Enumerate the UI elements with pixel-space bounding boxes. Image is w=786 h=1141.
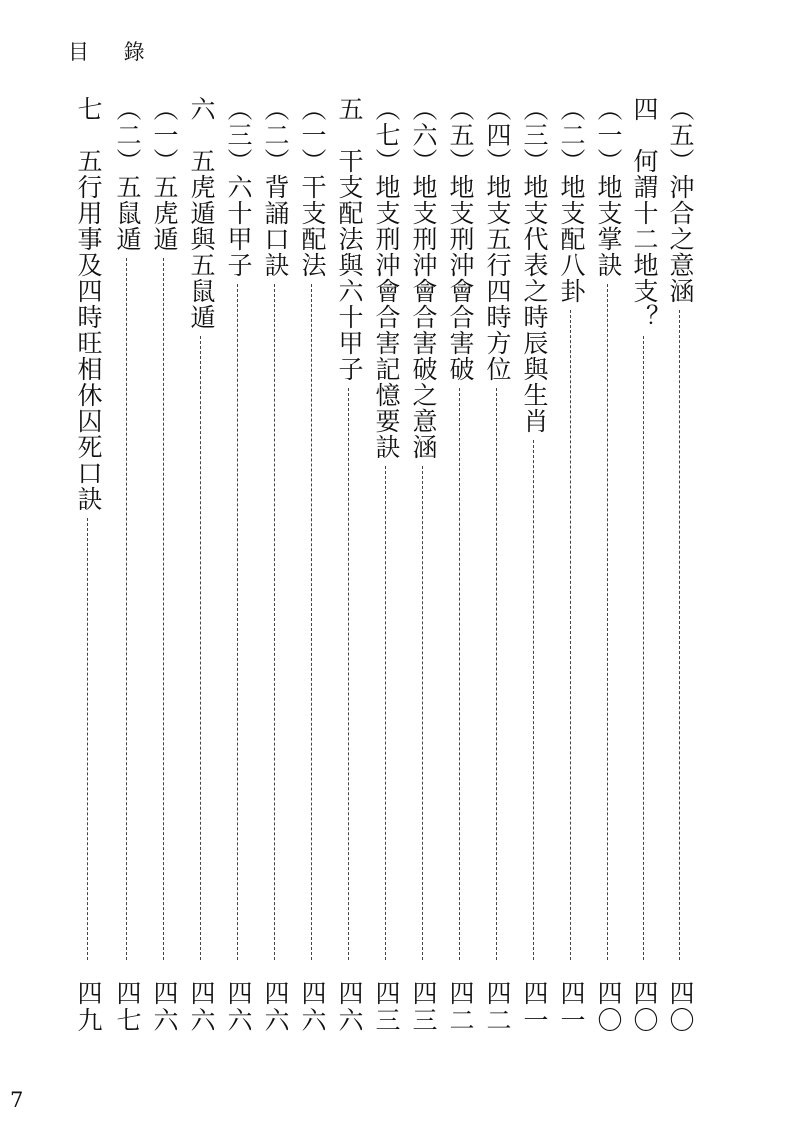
toc-entry-page: 四〇 xyxy=(666,980,695,1034)
toc-entry-page: 四六 xyxy=(224,980,253,1034)
toc-leader xyxy=(570,310,571,960)
toc-entry[interactable] xyxy=(626,96,662,1048)
toc-entry-title: （五）沖合之意涵 xyxy=(666,96,695,304)
toc-entry[interactable] xyxy=(590,96,626,1048)
toc-entry[interactable] xyxy=(183,96,219,1048)
toc-leader xyxy=(422,466,423,960)
toc-entry[interactable] xyxy=(70,96,106,1048)
toc-entry-title: （五）地支刑沖會合害破 xyxy=(446,96,475,382)
toc-leader xyxy=(200,336,201,960)
toc-leader xyxy=(496,388,497,960)
toc-entry-page: 四二 xyxy=(483,980,512,1034)
toc-leader xyxy=(274,284,275,960)
toc-entry[interactable] xyxy=(553,96,589,1048)
toc-entry-title: 四 何謂十二地支？ xyxy=(630,96,659,330)
toc-entry-page: 四〇 xyxy=(594,980,623,1034)
toc-entry-page: 四一 xyxy=(520,980,549,1034)
toc-leader xyxy=(237,284,238,960)
toc-entry-page: 四〇 xyxy=(630,980,659,1034)
toc-entry[interactable] xyxy=(368,96,404,1048)
toc-entry[interactable] xyxy=(257,96,293,1048)
toc-entry-page: 四六 xyxy=(150,980,179,1034)
page-number: 7 xyxy=(10,1088,24,1112)
toc-entry-title: （三）地支代表之時辰與生肖 xyxy=(520,96,549,434)
toc-entry-title: （二）五鼠遁 xyxy=(113,96,142,252)
toc-entry-title: （一）地支掌訣 xyxy=(594,96,623,278)
toc-entry-title: （二）背誦口訣 xyxy=(261,96,290,278)
toc-entry-title: （二）地支配八卦 xyxy=(557,96,586,304)
toc-entry-page: 四二 xyxy=(446,980,475,1034)
toc-entry-page: 四三 xyxy=(409,980,438,1034)
toc-entry-page: 四六 xyxy=(187,980,216,1034)
toc-leader xyxy=(385,466,386,960)
toc-leader xyxy=(87,518,88,960)
toc-entry[interactable] xyxy=(109,96,145,1048)
toc-leader xyxy=(459,388,460,960)
toc-entry-title: （一）五虎遁 xyxy=(150,96,179,252)
toc-entry-title: （六）地支刑沖會合害破之意涵 xyxy=(409,96,438,460)
toc-entry-title: （四）地支五行四時方位 xyxy=(483,96,512,382)
toc-entry-title: （七）地支刑沖會合害記憶要訣 xyxy=(372,96,401,460)
toc-entry[interactable] xyxy=(146,96,182,1048)
toc-heading: 目 錄 xyxy=(68,40,159,64)
toc-leader xyxy=(126,258,127,960)
toc-leader xyxy=(533,440,534,960)
toc-entry[interactable] xyxy=(294,96,330,1048)
toc-entry[interactable] xyxy=(516,96,552,1048)
toc-entry-page: 四三 xyxy=(372,980,401,1034)
toc-entry-title: 六 五虎遁與五鼠遁 xyxy=(187,96,216,330)
toc-entry-page: 四九 xyxy=(74,980,103,1034)
toc-leader xyxy=(643,336,644,960)
toc-entry[interactable] xyxy=(405,96,441,1048)
toc-entry[interactable] xyxy=(331,96,367,1048)
toc-entry[interactable] xyxy=(442,96,478,1048)
toc-entry-page: 四六 xyxy=(335,980,364,1034)
toc-entry-page: 四七 xyxy=(113,980,142,1034)
toc-entry[interactable] xyxy=(662,96,698,1048)
toc-leader xyxy=(607,284,608,960)
toc-entry-title: （一）干支配法 xyxy=(298,96,327,278)
toc-leader xyxy=(348,388,349,960)
toc-entry-title: 七 五行用事及四時旺相休囚死口訣 xyxy=(74,96,103,512)
toc-entry-page: 四六 xyxy=(261,980,290,1034)
toc-entry[interactable] xyxy=(479,96,515,1048)
toc-leader xyxy=(311,284,312,960)
toc-entry-title: 五 干支配法與六十甲子 xyxy=(335,96,364,382)
toc-entry[interactable] xyxy=(220,96,256,1048)
toc-entry-title: （三）六十甲子 xyxy=(224,96,253,278)
toc-entry-page: 四一 xyxy=(557,980,586,1034)
toc-leader xyxy=(679,310,680,960)
toc-leader xyxy=(163,258,164,960)
toc-entry-page: 四六 xyxy=(298,980,327,1034)
